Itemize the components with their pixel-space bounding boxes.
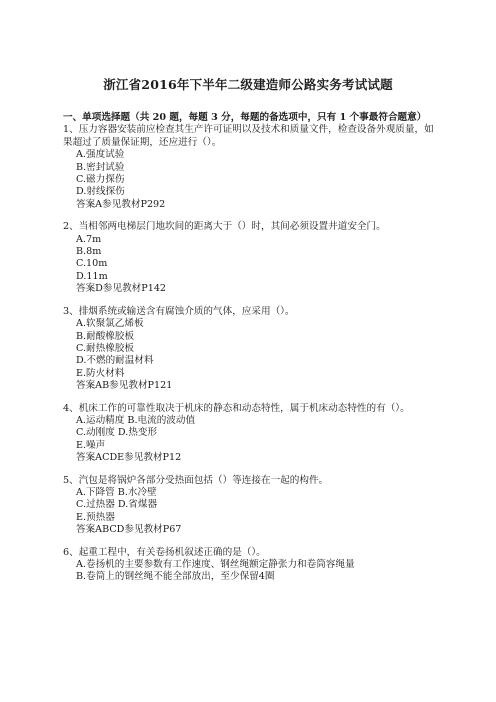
answer-line: 答案D参见教材P142 <box>76 283 167 295</box>
document-body <box>63 112 441 594</box>
option: B.8m <box>76 246 102 258</box>
question-stem: 2、当相邻两电梯层门地坎间的距离大于（）时，其间必须设置井道安全门。 <box>63 221 386 233</box>
section-heading: 一、单项选择题（共 20 题，每题 3 分，每题的备选项中，只有 1 个事最符合题意） <box>63 112 427 123</box>
question-stem: 6、起重工程中，有关卷扬机叙述正确的是（）。 <box>63 546 266 558</box>
question-stem: 1、压力容器安装前应检查其生产许可证明以及技术和质量文件，检查设备外观质量，如果超过了质量保证期，还应进行（）。 <box>63 124 434 148</box>
question-4 <box>63 403 441 465</box>
option: C.过热器 D.省煤器 <box>76 499 158 511</box>
option: B.密封试验 <box>76 161 125 173</box>
option: A.下降管 B.水冷壁 <box>76 486 157 498</box>
question-stem: 3、排烟系统或输送含有腐蚀介质的气体，应采用（）。 <box>63 305 295 317</box>
option: A.软聚氯乙烯板 <box>76 318 144 330</box>
option: B.卷筒上的钢丝绳不能全部放出，至少保留4圈 <box>76 571 275 583</box>
answer-line: 答案ACDE参见教材P12 <box>76 452 182 464</box>
question-2 <box>63 221 441 295</box>
answer-line: 答案AB参见教材P121 <box>76 380 173 392</box>
option: E.防火材料 <box>76 367 125 379</box>
option: D.不燃的耐温材料 <box>76 355 154 367</box>
answer-line: 答案A参见教材P292 <box>76 198 166 210</box>
question-6 <box>63 547 441 584</box>
option: C.磁力探伤 <box>76 174 125 186</box>
option: A.卷扬机的主要参数有工作速度、钢丝绳额定静张力和卷筒容绳量 <box>76 559 355 570</box>
option: D.射线探伤 <box>76 186 125 198</box>
option: A.强度试验 <box>76 149 125 161</box>
question-3 <box>63 306 441 393</box>
answer-line: 答案ABCD参见教材P67 <box>76 524 182 536</box>
option: E.预热器 <box>76 511 115 523</box>
question-stem: 5、汽包是将锅炉各部分受热面包括（）等连接在一起的构件。 <box>63 474 329 486</box>
option: C.动刚度 D.热变形 <box>76 427 158 439</box>
question-1 <box>63 124 441 211</box>
question-5 <box>63 475 441 537</box>
option: D.11m <box>76 270 108 282</box>
question-stem: 4、机床工作的可靠性取决于机床的静态和动态特性，属于机床动态特性的有（）。 <box>63 402 410 414</box>
option: B.耐酸橡胶板 <box>76 330 135 342</box>
option: C.耐热橡胶板 <box>76 342 135 354</box>
option: A.7m <box>76 233 102 245</box>
option: A.运动精度 B.电流的波动值 <box>76 414 196 426</box>
option: E.噪声 <box>76 439 106 451</box>
option: C.10m <box>76 258 108 270</box>
document-title: 浙江省2016年下半年二级建造师公路实务考试试题 <box>103 77 393 92</box>
